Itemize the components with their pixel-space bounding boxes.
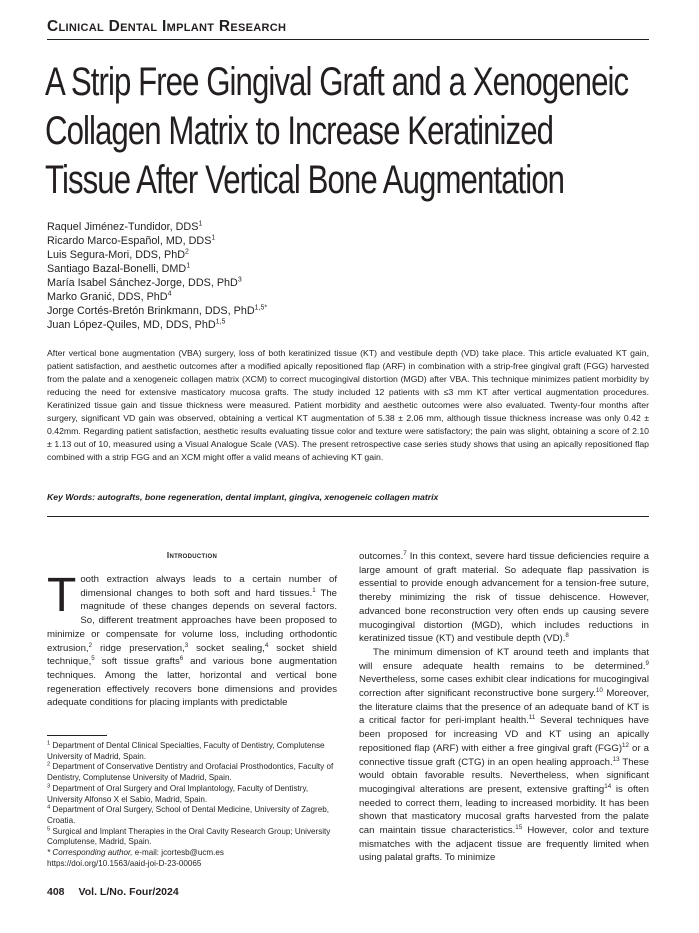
- intro-paragraph: Tooth extraction always leads to a certain number of dimensional changes to both soft and hard tissues.$^1$ The magnitude of these changes depends on several factors. So, different treatment approaches have been proposed to minimize or compensate for volume loss, including orthodontic extrusion,$^2$ ridge preservation,$^3$ socket sealing,$^4$ socket shield technique,$^5$ soft tissue grafts$^6$ and various bone augmentation techniques. Among the latter, horizontal and vertical bone regeneration effectively recovers bone dimensions and provides adequate conditions for placing implants with predictable: [47, 569, 338, 709]
- author-item: Juan López-Quiles, MD, DDS, PhD$^{1,5}$: [47, 318, 226, 331]
- journal-name: Clinical Dental Implant Research: [47, 18, 287, 35]
- footnote-item: $^2$ Department of Conservative Dentistry and Orofacial Prosthodontics, Faculty of Dentistry, Complutense University of Madrid, Spain.: [47, 761, 334, 783]
- top-rule: [47, 39, 649, 40]
- introduction-heading: Introduction: [166, 551, 218, 560]
- page-footer: [47, 886, 179, 898]
- drop-cap: T: [47, 569, 77, 622]
- intro-paragraph: The minimum dimension of KT around teeth and implants that will ensure adequate health remains to be determined.$^9$ Nevertheless, some cases exhibit clear indications for mucogingival correction after significant reconstructive bone surgery.$^{10}$ Moreover, the literature claims that the presence of an adequate band of KT is a critical factor for peri-implant health.$^{11}$ Several techniques have been proposed for increasing VD and KT using an apically repositioned flap (ARF) with either a free gingival graft (FGG)$^{12}$ or a connective tissue graft (CTG) in an open healing approach.$^{13}$ These would obtain favorable results. Nevertheless, when significant mucogingival alterations are present, extensive grafting$^{14}$ is often needed to correct them, leading to increased morbidity. It has been shown that masticatory mucosal grafts harvested from the palate can maintain tissue characteristics.$^{15}$ However, color and texture mismatches with the adjacent tissue are frequently limited when using palatal grafts. To minimize: [359, 646, 650, 864]
- article-title: A Strip Free Gingival Graft and a Xenogeneic Collagen Matrix to Increase Keratinized Tissue After Vertical Bone Augmentation: [45, 60, 629, 202]
- footnote-item: $^1$ Department of Dental Clinical Specialties, Faculty of Dentistry, Complutense University of Madrid, Spain.: [47, 740, 325, 761]
- author-item: María Isabel Sánchez-Jorge, DDS, PhD$^3$: [47, 276, 242, 289]
- intro-paragraph: outcomes.$^7$ In this context, severe hard tissue deficiencies require a large amount of graft material. So adequate flap passivation is essential to provide enough advancement for a tension-free suture, thereby minimizing the risk of tissue dehiscence. However, advanced bone reconstruction very often ends up causing severe mucogingival distortion (MGD), which includes reductions in keratinized tissue (KT) and vestibule depth (VD).$^8$: [359, 549, 649, 645]
- footnote-item: $^3$ Department of Oral Surgery and Oral Implantology, Faculty of Dentistry, University Alfonso X el Sabio, Madrid, Spain.: [47, 783, 309, 804]
- body-column-right: [359, 550, 649, 865]
- author-item: Santiago Bazal-Bonelli, DMD$^1$: [47, 262, 191, 275]
- footnote-item: $^5$ Surgical and Implant Therapies in the Oral Cavity Research Group; University Complutense, Madrid, Spain.: [47, 825, 331, 847]
- volume-info: Vol. L/No. Four/2024: [78, 886, 179, 898]
- author-item: Raquel Jiménez-Tundidor, DDS$^1$: [47, 220, 203, 233]
- footnote-item: $^4$ Department of Oral Surgery, School of Dental Medicine, University of Zagreb, Croatia.: [47, 804, 329, 825]
- footnotes: [47, 741, 337, 869]
- body-column-left: [47, 569, 338, 710]
- email-link[interactable]: e-mail: jcortesb@ucm.es: [132, 848, 224, 858]
- footnote-rule: [47, 735, 107, 736]
- abstract: After vertical bone augmentation (VBA) surgery, loss of both keratinized tissue (KT) and vestibule depth (VD) take place. This article evaluated KT gain, patient satisfaction, and aesthetic outcomes after a modified apically repositioned flap (ARF) in combination with a strip-free gingival graft (FGG) harvested from the palate and a xenogeneic collagen matrix (XCM) to correct mucogingival distortion (MGD) after VBA. This technique minimizes patient morbidity by reducing the need for extensive masticatory mucosa grafts. The study included 12 patients with ≤3 mm KT after vertical augmentation procedures. Keratinized tissue gain and tissue thickness were measured. Patient morbidity and aesthetic outcomes were also evaluated. Twenty-four months after surgery, significant VD gain was observed, obtaining a vertical KT augmentation of 5.38 ± 2.06 mm, although tissue thickness increase was only 0.42 ± 0.42mm. Regarding patient satisfaction, aesthetic results evaluating tissue color and texture were satisfactory; the pain was slight, obtaining a score of 2.10 ± 1.13 out of 10, measured using a Visual Analogue Scale (VAS). The present retrospective case series study shows that using an apically repositioned flap combined with a strip FGG and an XCM might offer a valid means of achieving KT gain.: [47, 348, 649, 462]
- page-number: 408: [47, 886, 65, 898]
- keywords: Key Words: autografts, bone regeneration, dental implant, gingiva, xenogeneic collagen matrix: [47, 492, 439, 502]
- author-item: Jorge Cortés-Bretón Brinkmann, DDS, PhD$^{1,5*}$: [47, 304, 268, 317]
- doi-link[interactable]: https://doi.org/10.1563/aaid-joi-D-23-00065: [47, 858, 202, 868]
- corresponding-author: * Corresponding author, e-mail: jcortesb@ucm.es: [47, 848, 224, 858]
- author-list: [47, 220, 267, 332]
- author-item: Marko Granić, DDS, PhD$^4$: [47, 290, 172, 303]
- author-item: Ricardo Marco-Español, MD, DDS$^1$: [47, 234, 216, 247]
- author-item: Luis Segura-Mori, DDS, PhD$^2$: [47, 248, 189, 261]
- section-divider: [47, 516, 649, 517]
